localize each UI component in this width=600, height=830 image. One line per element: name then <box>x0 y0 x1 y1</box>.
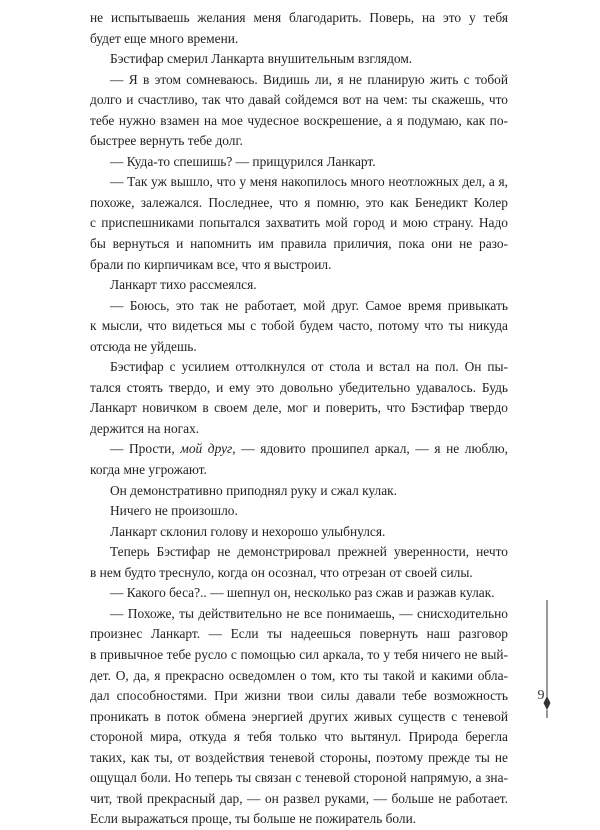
text-line: — Какого беса?.. — шепнул он, несколько раз сжав и разжав кулак. <box>110 585 495 601</box>
text-line: похоже, залежался. Последнее, что я помню, это как Бенедикт Колер <box>90 194 508 210</box>
page-number: 9 <box>537 688 545 703</box>
text-line: Ничего не произошло. <box>110 503 238 519</box>
text-line: не испытываешь желания меня благодарить. Поверь, на это у тебя <box>90 10 508 25</box>
text-line: чит, твой прекрасный дар, — он развел руками, — больше не работает. <box>90 790 508 806</box>
text-line: тебе нужно взамен на мое чудесное воскрешение, а я подумаю, как по- <box>90 112 508 128</box>
text-line: Если выражаться проще, ты больше не пожиратель боли. <box>90 811 417 827</box>
text-line: в нем будто треснуло, когда он осознал, что отрезан от своей силы. <box>90 564 473 580</box>
text-line: ощущал боли. Но теперь ты связан с теневой стороной напрямую, а зна- <box>90 770 508 786</box>
text-line: — Похоже, ты действительно не все понимаешь, — снисходительно <box>110 605 508 621</box>
text-line: Ланкарт склонил голову и нехорошо улыбнулся. <box>110 523 386 539</box>
text-line <box>90 439 508 460</box>
text-line: — Боюсь, это так не работает, мой друг. Самое время привыкать <box>110 297 508 313</box>
text-line: к мысли, что видеться мы с тобой будем часто, потому что ты никуда <box>90 318 508 334</box>
body-text <box>90 8 508 830</box>
italic-text: мой друг <box>180 441 233 457</box>
text-line: стороной мира, откуда я тебя только что вытянул. Природа берегла <box>90 729 508 745</box>
text-line: дет. О, да, я прекрасно осведомлен о том, кто ты такой и какими обла- <box>90 667 508 683</box>
text-line: тался стоять твердо, и ему это довольно убедительно удавалось. Будь <box>90 379 508 395</box>
text-line: держится на ногах. <box>90 420 200 436</box>
text-line: произнес Ланкарт. — Если ты надеешься повернуть наш разговор <box>90 626 508 642</box>
text-line: — Куда-то спешишь? — прищурился Ланкарт. <box>110 153 376 169</box>
text-line: Ланкарт новичком в своем деле, мог и поверить, что Бэстифар твердо <box>90 400 508 416</box>
text-line: в привычное тебе русло с помощью сил аркала, то у тебя ничего не вый- <box>90 646 508 662</box>
text-line: Бэстифар смерил Ланкарта внушительным взглядом. <box>110 51 413 67</box>
text-line: когда мне угрожают. <box>90 462 207 478</box>
text-line: проникать в поток обмена энергией других живых существ с теневой <box>90 708 508 724</box>
text-line: — Я в этом сомневаюсь. Видишь ли, я не планирую жить с тобой <box>110 71 508 87</box>
text-line: будет еще много времени. <box>90 30 239 46</box>
text-line: Ланкарт тихо рассмеялся. <box>110 277 257 293</box>
text-line: отсюда не уйдешь. <box>90 338 197 354</box>
text-segment: — Прости, <box>110 441 181 457</box>
text-line: таких, как ты, от воздействия теневой стороны, поэтому прежде ты не <box>90 749 508 765</box>
text-line: бы вернуться и напомнить им правила приличия, пока они не разо- <box>90 236 508 252</box>
text-line: долго и счастливо, так что давай сойдемся вот на чем: ты скажешь, что <box>90 92 508 108</box>
text-line: брали по кирпичикам все, что я выстроил. <box>90 256 332 272</box>
text-line: — Так уж вышло, что у меня накопилось много неотложных дел, а я, <box>110 174 508 190</box>
text-line: Он демонстративно приподнял руку и сжал кулак. <box>110 482 398 498</box>
text-line: с приспешниками попытался захватить мой город и мою страну. Надо <box>90 215 508 231</box>
text-line: дал способностями. При жизни твои силы давали тебе возможность <box>90 688 508 704</box>
text-line: Теперь Бэстифар не демонстрировал прежней уверенности, нечто <box>110 544 508 560</box>
text-line: быстрее вернуть тебе долг. <box>90 133 243 149</box>
text-segment: , — ядовито прошипел аркал, — я не люблю, <box>232 441 508 457</box>
text-line: Бэстифар с усилием оттолкнулся от стола и встал на пол. Он пы- <box>110 359 508 375</box>
